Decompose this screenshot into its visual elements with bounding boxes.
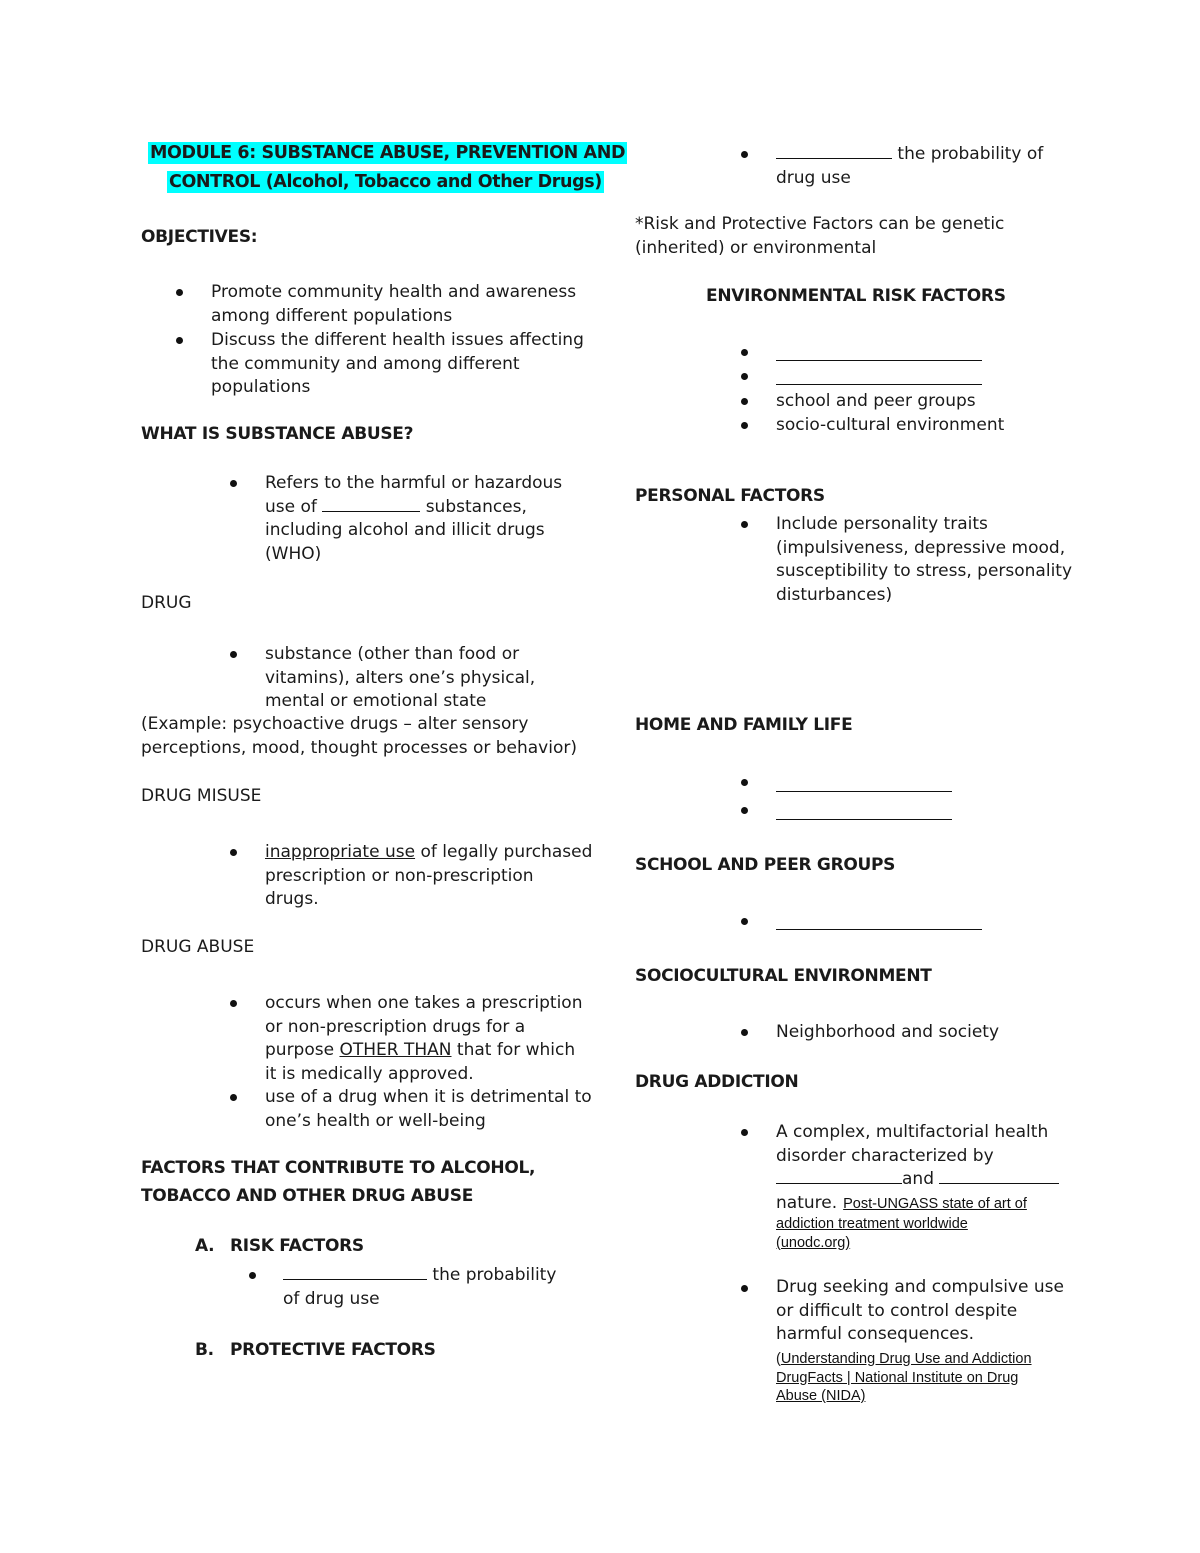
bullet-icon [741,373,748,380]
env-item-sociocultural: socio-cultural environment [776,415,1005,435]
bullet-icon [741,422,748,429]
drug-abuse-item-1: occurs when one takes a prescription or non-prescription drugs for a purpose OTHER THAN that for which it is medically approved. [265,993,583,1084]
risk-factors-title: RISK FACTORS [230,1236,364,1256]
bullet-icon [230,849,237,856]
substance-abuse-definition: Refers to the harmful or hazardous use of substances, including alcohol and illicit drugs (WHO) [265,473,563,564]
nida-link-line2[interactable]: DrugFacts | National Institute on Drug [776,1369,1019,1386]
drug-misuse-heading: DRUG MISUSE [141,786,262,806]
fill-blank [776,345,982,361]
nida-reference: (Understanding Drug Use and Addiction DrugFacts | National Institute on Drug Abuse (NIDA) [776,1351,1032,1404]
drug-misuse-definition: inappropriate use of legally purchased prescription or non-prescription drugs. [265,842,593,909]
drug-heading: DRUG [141,593,192,613]
fill-blank [776,776,952,792]
risk-factors-label: A. [195,1236,215,1256]
risk-factors-item: the probability of drug use [283,1265,557,1309]
bullet-icon [249,1272,256,1279]
protective-factors-item: the probability of drug use [776,144,1044,188]
drug-addiction-item-2: Drug seeking and compulsive use or difficult to control despite harmful consequences. [776,1277,1064,1344]
unodc-link-cont[interactable]: addiction treatment worldwide (unodc.org) [776,1216,968,1251]
home-family-heading: HOME AND FAMILY LIFE [635,715,853,735]
bullet-icon [741,1029,748,1036]
nida-link-line3[interactable]: Abuse (NIDA) [776,1388,866,1404]
bullet-icon [176,337,183,344]
personal-factors-heading: PERSONAL FACTORS [635,486,825,506]
bullet-icon [741,398,748,405]
bullet-icon [741,807,748,814]
bullet-icon [176,289,183,296]
module-title-line1: MODULE 6: SUBSTANCE ABUSE, PREVENTION AND [150,143,626,163]
env-item-school: school and peer groups [776,391,976,411]
bullet-icon [741,1129,748,1136]
fill-blank [776,804,952,820]
personal-factors-item: Include personality traits (impulsiveness, depressive mood, susceptibility to stress, personality disturbances) [776,514,1073,605]
bullet-icon [230,651,237,658]
objectives-heading: OBJECTIVES: [141,227,258,247]
bullet-icon [741,151,748,158]
bullet-icon [230,480,237,487]
sociocultural-item: Neighborhood and society [776,1022,1000,1042]
factors-heading-line2: TOBACCO AND OTHER DRUG ABUSE [141,1186,474,1206]
environmental-risk-heading: ENVIRONMENTAL RISK FACTORS [706,286,1006,306]
drug-definition: substance (other than food or vitamins), alters one’s physical, mental or emotional state [265,644,536,711]
protective-factors-label: B. [195,1340,214,1360]
module-title-line2: CONTROL (Alcohol, Tobacco and Other Drugs) [169,172,602,192]
fill-blank [776,1168,902,1184]
bullet-icon [230,1000,237,1007]
objective-item-1: Promote community health and awareness among different populations [211,282,577,326]
genetic-note: *Risk and Protective Factors can be genetic (inherited) or environmental [635,214,1005,258]
drug-example: (Example: psychoactive drugs – alter sensory perceptions, mood, thought processes or behavior) [141,714,577,758]
bullet-icon [741,521,748,528]
bullet-icon [741,918,748,925]
fill-blank [776,369,982,385]
unodc-link[interactable]: Post-UNGASS state of art of [843,1195,1027,1212]
drug-addiction-heading: DRUG ADDICTION [635,1072,799,1092]
bullet-icon [230,1094,237,1101]
fill-blank [939,1168,1059,1184]
objective-item-2: Discuss the different health issues affecting the community and among different populations [211,330,584,397]
sociocultural-heading: SOCIOCULTURAL ENVIRONMENT [635,966,932,986]
fill-blank [322,496,420,512]
bullet-icon [741,779,748,786]
fill-blank [283,1264,427,1280]
bullet-icon [741,1285,748,1292]
drug-abuse-item-2: use of a drug when it is detrimental to one’s health or well-being [265,1087,592,1131]
protective-factors-title: PROTECTIVE FACTORS [230,1340,436,1360]
nida-link[interactable]: Understanding Drug Use and Addiction [780,1351,1032,1367]
fill-blank [776,143,892,159]
bullet-icon [741,349,748,356]
school-peer-heading: SCHOOL AND PEER GROUPS [635,855,896,875]
fill-blank [776,914,982,930]
substance-abuse-heading: WHAT IS SUBSTANCE ABUSE? [141,424,414,444]
drug-abuse-heading: DRUG ABUSE [141,937,255,957]
factors-heading-line1: FACTORS THAT CONTRIBUTE TO ALCOHOL, [141,1158,536,1178]
drug-addiction-item-1: A complex, multifactorial health disorder characterized by and nature. Post-UNGASS state of art of [776,1121,1059,1215]
